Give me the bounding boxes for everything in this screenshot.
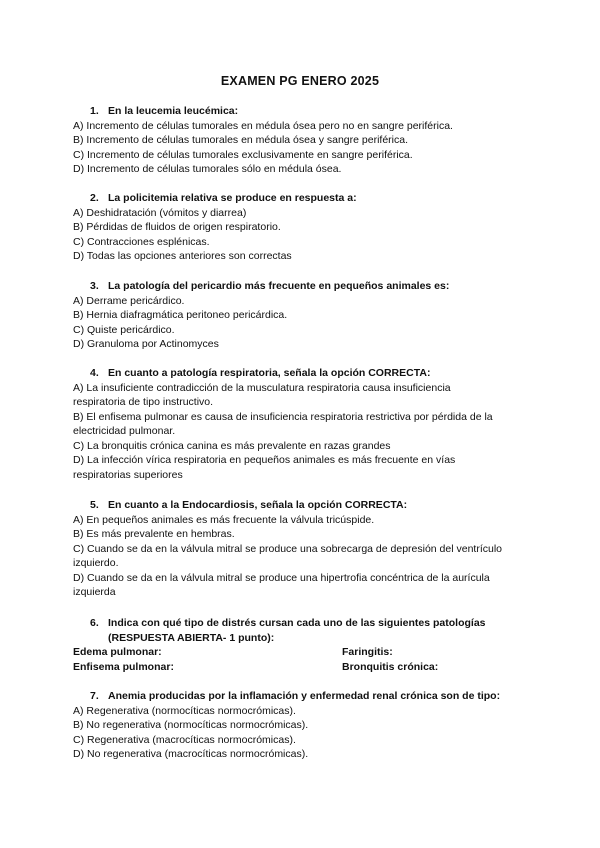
question-text: En la leucemia leucémica: <box>108 105 239 117</box>
question-text: La policitemia relativa se produce en respuesta a: <box>108 192 357 204</box>
question-text-continued: (RESPUESTA ABIERTA- 1 punto): <box>108 631 275 644</box>
option-a: A) Deshidratación (vómitos y diarrea) <box>73 206 247 219</box>
answer-label-faringitis: Faringitis: <box>342 646 393 658</box>
question-number: 7. <box>90 690 99 702</box>
option-d-continued: respiratorias superiores <box>73 468 183 481</box>
option-d: D) Granuloma por Actinomyces <box>73 338 219 350</box>
question-title <box>90 616 543 645</box>
option-d: D) Cuando se da en la válvula mitral se produce una hipertrofia concéntrica de la aurícula <box>73 571 490 584</box>
page-title: EXAMEN PG ENERO 2025 <box>220 74 380 88</box>
question-title <box>90 191 543 206</box>
option-d-continued: izquierda <box>73 586 116 598</box>
question-2 <box>73 191 543 264</box>
question-4 <box>73 366 543 482</box>
option-b-continued: electricidad pulmonar. <box>73 425 176 437</box>
question-number: 1. <box>90 105 99 117</box>
option-a: A) Derrame pericárdico. <box>73 294 185 307</box>
question-text: Anemia producidas por la inflamación y enfermedad renal crónica son de tipo: <box>108 690 501 702</box>
question-text: En cuanto a patología respiratoria, señala la opción CORRECTA: <box>108 367 431 379</box>
option-b: B) El enfisema pulmonar es causa de insuficiencia respiratoria restrictiva por pérdida de la <box>73 410 493 423</box>
option-c: C) Quiste pericárdico. <box>73 323 175 336</box>
question-1 <box>73 104 543 177</box>
option-c: C) La bronquitis crónica canina es más prevalente en razas grandes <box>73 439 391 452</box>
question-title <box>90 279 543 294</box>
option-d: D) Incremento de células tumorales sólo en médula ósea. <box>73 163 342 175</box>
option-a: A) Regenerativa (normocíticas normocrómicas). <box>73 704 296 717</box>
option-a: A) En pequeños animales es más frecuente la válvula tricúspide. <box>73 513 375 526</box>
question-6 <box>73 616 543 674</box>
option-b: B) Pérdidas de fluidos de origen respiratorio. <box>73 221 281 233</box>
question-text: Indica con qué tipo de distrés cursan cada uno de las siguientes patologías <box>108 617 486 629</box>
question-title <box>90 104 543 119</box>
option-b: B) No regenerativa (normocíticas normocrómicas). <box>73 719 309 731</box>
answer-label-bronquitis-cronica: Bronquitis crónica: <box>342 660 439 673</box>
question-number: 3. <box>90 280 99 292</box>
answer-label-enfisema-pulmonar: Enfisema pulmonar: <box>73 660 174 673</box>
option-a: A) Incremento de células tumorales en médula ósea pero no en sangre periférica. <box>73 119 453 132</box>
question-3 <box>73 279 543 352</box>
option-c: C) Regenerativa (macrocíticas normocrómicas). <box>73 733 296 746</box>
option-d: D) No regenerativa (macrocíticas normocrómicas). <box>73 748 309 760</box>
option-d: D) Todas las opciones anteriores son correctas <box>73 250 292 262</box>
answer-row <box>73 660 543 675</box>
question-text: La patología del pericardio más frecuente en pequeños animales es: <box>108 280 450 292</box>
option-b: B) Incremento de células tumorales en médula ósea y sangre periférica. <box>73 134 409 146</box>
question-5 <box>73 498 543 600</box>
option-c: C) Cuando se da en la válvula mitral se produce una sobrecarga de depresión del ventrículo <box>73 542 503 555</box>
question-number: 4. <box>90 367 99 379</box>
option-a-continued: respiratoria de tipo instructivo. <box>73 396 214 408</box>
option-b: B) Hernia diafragmática peritoneo pericárdica. <box>73 309 288 321</box>
question-title <box>90 689 543 704</box>
option-d: D) La infección vírica respiratoria en pequeños animales es más frecuente en vías <box>73 454 456 466</box>
option-a: A) La insuficiente contradicción de la musculatura respiratoria causa insuficiencia <box>73 381 451 394</box>
option-c: C) Contracciones esplénicas. <box>73 235 210 248</box>
answer-row <box>73 645 543 660</box>
question-text: En cuanto a la Endocardiosis, señala la opción CORRECTA: <box>108 499 408 511</box>
option-c: C) Incremento de células tumorales exclusivamente en sangre periférica. <box>73 148 413 161</box>
question-7 <box>73 689 543 762</box>
option-c-continued: izquierdo. <box>73 557 119 569</box>
question-number: 6. <box>90 617 99 629</box>
question-number: 2. <box>90 192 99 204</box>
option-b: B) Es más prevalente en hembras. <box>73 528 235 540</box>
question-title <box>90 366 543 381</box>
question-number: 5. <box>90 499 99 511</box>
question-title <box>90 498 543 513</box>
answer-label-edema-pulmonar: Edema pulmonar: <box>73 646 162 658</box>
